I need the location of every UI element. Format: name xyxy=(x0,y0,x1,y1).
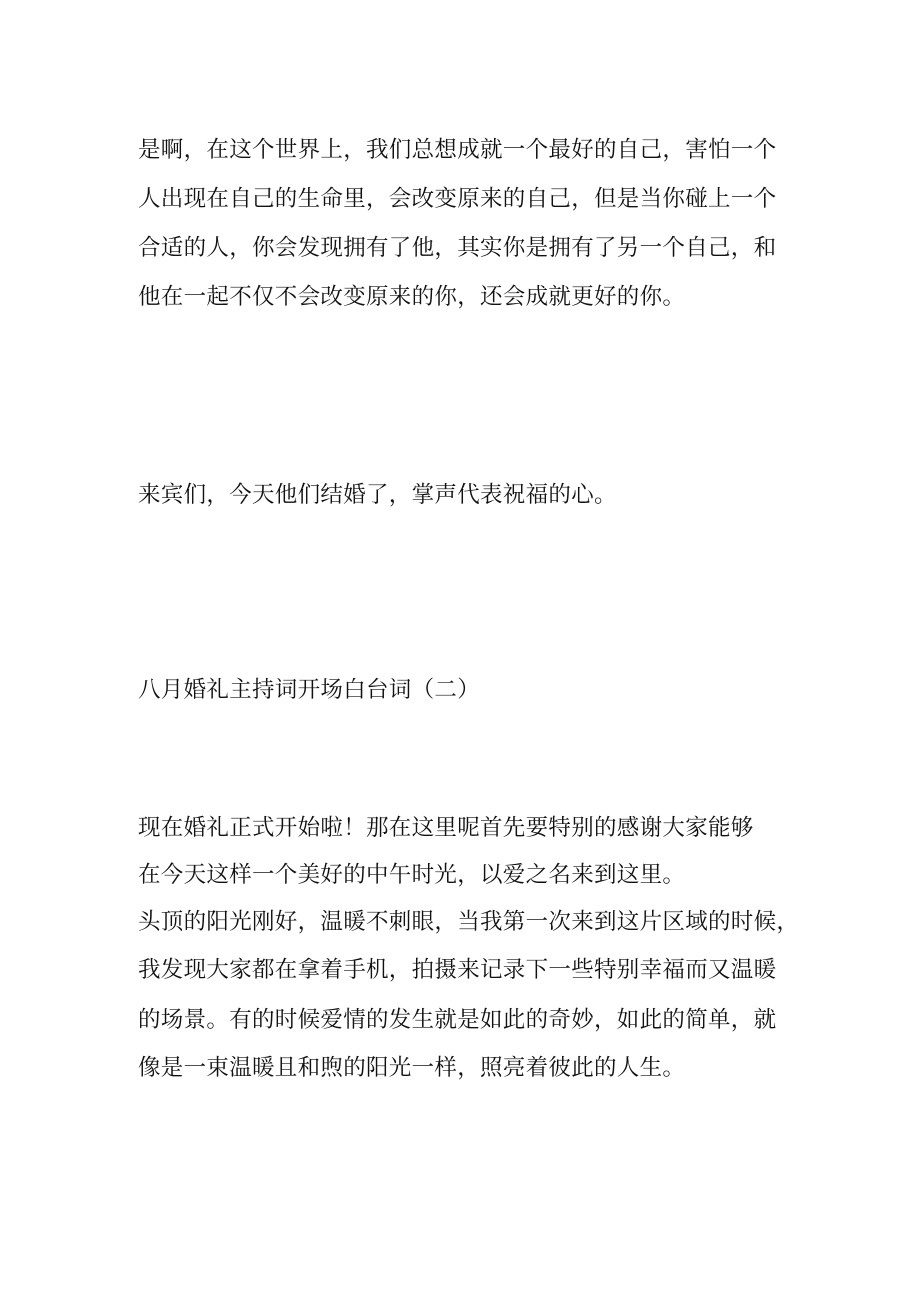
text-line: 人出现在自己的生命里，会改变原来的自己，但是当你碰上一个 xyxy=(138,186,777,212)
text-line: 是啊，在这个世界上，我们总想成就一个最好的自己，害怕一个 xyxy=(138,137,777,163)
text-line: 像是一束温暖且和煦的阳光一样，照亮着彼此的人生。 xyxy=(138,1055,686,1081)
text-line: 现在婚礼正式开始啦！那在这里呢首先要特别的感谢大家能够 xyxy=(138,815,754,841)
section-heading: 八月婚礼主持词开场白台词（二） xyxy=(138,677,481,703)
text-line: 头顶的阳光刚好，温暖不刺眼，当我第一次来到这片区域的时候， xyxy=(138,909,800,935)
text-line: 合适的人，你会发现拥有了他，其实你是拥有了另一个自己，和 xyxy=(138,235,777,261)
text-line: 来宾们，今天他们结婚了，掌声代表祝福的心。 xyxy=(138,482,617,508)
text-line: 我发现大家都在拿着手机，拍摄来记录下一些特别幸福而又温暖 xyxy=(138,957,777,983)
text-line: 的场景。有的时候爱情的发生就是如此的奇妙，如此的简单，就 xyxy=(138,1007,777,1033)
text-line: 他在一起不仅不会改变原来的你，还会成就更好的你。 xyxy=(138,284,686,310)
text-line: 在今天这样一个美好的中午时光，以爱之名来到这里。 xyxy=(138,862,686,888)
